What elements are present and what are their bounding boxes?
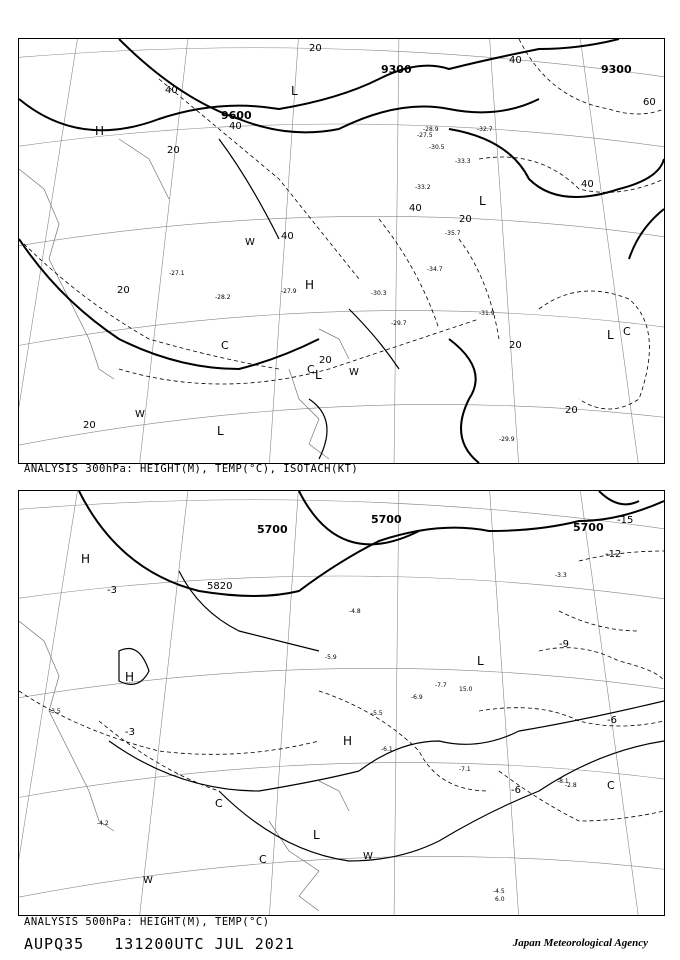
station-temp: -7.1 [459, 766, 471, 773]
high-center-symbol: H [95, 124, 105, 138]
station-temp: 6.0 [495, 896, 505, 903]
warm-center-symbol: W [143, 875, 153, 886]
station-temp: -31.9 [479, 310, 495, 317]
high-center-symbol: H [81, 552, 91, 566]
station-temp: -4.8 [349, 608, 361, 615]
low-center-symbol: L [479, 194, 486, 208]
isotach-label: 20 [319, 355, 332, 366]
isotherm-label: -12 [605, 549, 622, 560]
map-300hpa [19, 39, 664, 463]
warm-center-symbol: W [363, 851, 373, 862]
isotach-label: 20 [565, 405, 578, 416]
warm-center-symbol: W [135, 409, 145, 420]
isotach-label: 20 [459, 214, 472, 225]
height-label: 5700 [371, 513, 402, 526]
isotherm-label: -6 [511, 785, 521, 796]
agency-name: Japan Meteorological Agency [512, 937, 648, 949]
minor-contours-500 [109, 571, 664, 861]
coastline [19, 621, 349, 911]
isotach-label: 40 [165, 85, 178, 96]
station-temp: -29.7 [391, 320, 407, 327]
station-temp: -28.2 [215, 294, 231, 301]
isotherm-label: -6 [607, 715, 617, 726]
isotach-label: 20 [309, 43, 322, 54]
height-contours-500 [79, 491, 664, 596]
low-center-symbol: L [477, 654, 484, 668]
station-temp: -30.3 [371, 290, 387, 297]
graticule [19, 39, 664, 463]
station-temp: -27.9 [281, 288, 297, 295]
station-temp: -6.9 [411, 694, 423, 701]
graticule [19, 491, 664, 915]
station-temp: -28.9 [423, 126, 439, 133]
chart-500hpa [18, 490, 665, 916]
isotherm-label: -9 [559, 639, 569, 650]
cold-center-symbol: C [259, 853, 267, 866]
product-header [24, 935, 295, 953]
low-center-symbol: L [217, 424, 224, 438]
station-temp: -3.5 [49, 708, 61, 715]
isotach-label: 40 [581, 179, 594, 190]
station-temp: -2.8 [565, 782, 577, 789]
station-temp: -35.7 [445, 230, 461, 237]
product-id: AUPQ35 [24, 935, 85, 953]
low-center-symbol: L [313, 828, 320, 842]
isotach-label: 20 [167, 145, 180, 156]
height-label: 5700 [573, 521, 604, 534]
low-center-symbol: L [315, 368, 322, 382]
station-temp: -6.1 [381, 746, 393, 753]
high-center-symbol: H [305, 278, 315, 292]
height-label: 5700 [257, 523, 288, 536]
height-label: 9300 [601, 63, 632, 76]
isotach-label: 60 [643, 97, 656, 108]
station-temp: -30.5 [429, 144, 445, 151]
height-label: 9300 [381, 63, 412, 76]
low-center-symbol: L [607, 328, 614, 342]
isotach-label: 20 [509, 340, 522, 351]
caption-500hpa: ANALYSIS 500hPa: HEIGHT(M), TEMP(°C) [24, 916, 270, 928]
station-temp: -4.2 [97, 820, 109, 827]
cold-center-symbol: C [307, 363, 315, 376]
isotach-label: 40 [229, 121, 242, 132]
low-center-symbol: L [291, 84, 298, 98]
cold-center-symbol: C [623, 325, 631, 338]
station-temp: -33.3 [455, 158, 471, 165]
station-temp: -34.7 [427, 266, 443, 273]
isotach-label: 40 [509, 55, 522, 66]
station-temp: -4.5 [493, 888, 505, 895]
map-500hpa [19, 491, 664, 915]
station-temp: -5.5 [371, 710, 383, 717]
isotach-label: 40 [281, 231, 294, 242]
high-center-symbol: H [125, 670, 135, 684]
station-temp: -27.1 [169, 270, 185, 277]
isotach-label: 20 [83, 420, 96, 431]
height-label: 9600 [221, 109, 252, 122]
height-label: 5820 [207, 581, 233, 592]
isotach-label: 20 [117, 285, 130, 296]
chart-300hpa [18, 38, 665, 464]
caption-300hpa: ANALYSIS 300hPa: HEIGHT(M), TEMP(°C), ISOTACH(KT) [24, 463, 359, 475]
warm-center-symbol: W [245, 237, 255, 248]
station-temp: -27.5 [417, 132, 433, 139]
high-center-symbol: H [343, 734, 353, 748]
isotherm-label: -3 [107, 585, 117, 596]
cold-center-symbol: C [215, 797, 223, 810]
isotach-label: 40 [409, 203, 422, 214]
station-temp: -32.7 [477, 126, 493, 133]
station-temp: -8.1 [557, 778, 569, 785]
station-temp: -33.2 [415, 184, 431, 191]
height-contours-300 [19, 39, 664, 463]
isotherm-label: -15 [617, 515, 634, 526]
station-temp: -3.3 [555, 572, 567, 579]
cold-center-symbol: C [607, 779, 615, 792]
warm-center-symbol: W [349, 367, 359, 378]
valid-time: 131200UTC JUL 2021 [114, 935, 295, 953]
station-temp: 15.0 [459, 686, 473, 693]
isotherm-label: -3 [125, 727, 135, 738]
station-temp: -29.9 [499, 436, 515, 443]
station-temp: -5.9 [325, 654, 337, 661]
minor-contours-300 [219, 139, 399, 459]
station-temp: -7.7 [435, 682, 447, 689]
cold-center-symbol: C [221, 339, 229, 352]
